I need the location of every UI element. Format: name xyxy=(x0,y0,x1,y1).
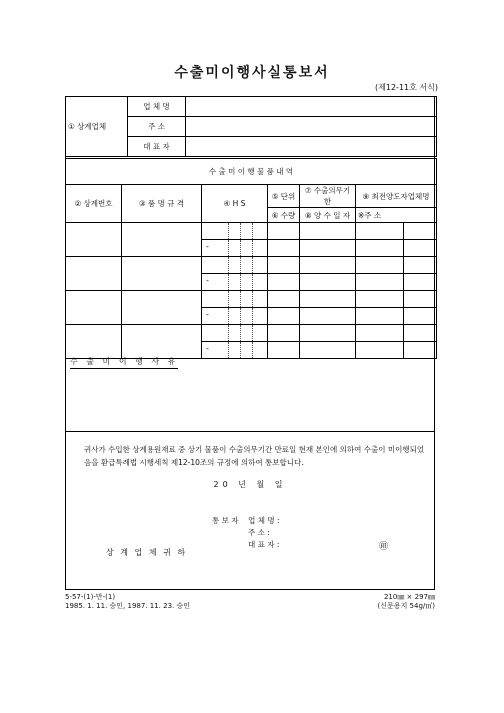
footer-paper: (신문용지 54g/㎡) xyxy=(377,602,435,610)
quantity-cell[interactable] xyxy=(268,342,300,359)
table-row xyxy=(66,257,437,274)
hs-cell[interactable] xyxy=(202,223,268,240)
notifier-name-label: 업 체 명 : xyxy=(248,516,280,525)
quantity-cell[interactable] xyxy=(268,308,300,325)
product-cell[interactable] xyxy=(122,325,202,359)
notifier-label: 통 보 자 xyxy=(212,516,239,525)
company-name-label: 업 체 명 xyxy=(128,97,186,117)
hs-cell[interactable] xyxy=(202,291,268,308)
table-row xyxy=(66,291,437,308)
hs-cell[interactable] xyxy=(202,342,268,359)
offset-no-cell[interactable] xyxy=(66,291,122,325)
dash: - xyxy=(206,242,209,251)
company-address-label: 주 소 xyxy=(128,117,186,137)
col-transferee-addr: ※주 소 xyxy=(356,208,437,223)
deadline-cell[interactable] xyxy=(300,291,356,308)
col-deadline: ⑦ 수출의무기한 xyxy=(300,185,356,208)
dash: - xyxy=(206,344,209,353)
form-title: 수출미이행사실통보서 xyxy=(174,65,330,81)
dash: - xyxy=(206,310,209,319)
offset-no-cell[interactable] xyxy=(66,325,122,359)
offset-no-cell[interactable] xyxy=(66,257,122,291)
company-rep-label: 대 표 자 xyxy=(128,137,186,157)
transferee-addr-cell[interactable] xyxy=(404,257,437,274)
col-unit: ⑤ 단위 xyxy=(268,185,300,208)
company-rep-field[interactable] xyxy=(186,137,437,157)
transferee-addr-cell[interactable] xyxy=(404,342,437,359)
transferee-cell[interactable] xyxy=(356,291,404,308)
company-name-field[interactable] xyxy=(186,97,437,117)
hs-cell[interactable] xyxy=(202,308,268,325)
transferee-addr-cell[interactable] xyxy=(404,223,437,240)
hs-cell[interactable] xyxy=(202,240,268,257)
form-frame xyxy=(65,96,435,590)
transferee-cell[interactable] xyxy=(356,325,404,342)
product-cell[interactable] xyxy=(122,291,202,325)
transferee-cell[interactable] xyxy=(356,342,404,359)
transferee-cell[interactable] xyxy=(356,274,404,291)
col-transferee: ⑨ 최전양도자업체명 xyxy=(356,185,437,208)
notifier-rep-label: 대 표 자 : xyxy=(248,540,280,549)
company-table xyxy=(65,96,437,157)
table-row xyxy=(66,223,437,240)
notice-text: 귀사가 수입한 상계용원재료 중 상기 물품이 수출의무기간 만료일 현재 본인에 의하여 수출이 미이행되었음을 환급특례법 시행세칙 제12-10조의 규정에 의하여 통보합니다. xyxy=(84,445,425,467)
hs-cell[interactable] xyxy=(202,257,268,274)
items-table xyxy=(65,158,437,359)
product-cell[interactable] xyxy=(122,223,202,257)
unit-cell[interactable] xyxy=(268,223,300,240)
unit-cell[interactable] xyxy=(268,325,300,342)
col-offset-no: ② 상계번호 xyxy=(66,185,122,223)
offset-no-cell[interactable] xyxy=(66,223,122,257)
transferee-cell[interactable] xyxy=(356,240,404,257)
hs-cell[interactable] xyxy=(202,274,268,291)
transferee-cell[interactable] xyxy=(356,308,404,325)
transferee-addr-cell[interactable] xyxy=(404,240,437,257)
divider xyxy=(66,431,434,432)
deadline-cell[interactable] xyxy=(300,257,356,274)
transfer-date-cell[interactable] xyxy=(300,240,356,257)
transfer-date-cell[interactable] xyxy=(300,342,356,359)
company-address-field[interactable] xyxy=(186,117,437,137)
col-transfer-date: ⑧ 양 수 일 자 xyxy=(300,208,356,223)
transfer-date-cell[interactable] xyxy=(300,308,356,325)
notifier-address-label: 주 소 : xyxy=(248,528,270,537)
col-product: ③ 품 명 규 격 xyxy=(122,185,202,223)
unit-cell[interactable] xyxy=(268,291,300,308)
reason-label: 수 출 미 이 행 사 유 xyxy=(70,356,178,369)
transferee-addr-cell[interactable] xyxy=(404,274,437,291)
deadline-cell[interactable] xyxy=(300,325,356,342)
table-row xyxy=(66,325,437,342)
col-hs: ④ H S xyxy=(202,185,268,223)
transferee-cell[interactable] xyxy=(356,257,404,274)
footer-approval: 1985. 1. 11. 승인, 1987. 11. 23. 승인 xyxy=(65,602,191,610)
transferee-addr-cell[interactable] xyxy=(404,291,437,308)
quantity-cell[interactable] xyxy=(268,274,300,291)
transferee-cell[interactable] xyxy=(356,223,404,240)
unit-cell[interactable] xyxy=(268,257,300,274)
footer-code: 5-57-(1)-만-(1) xyxy=(65,593,116,601)
date-line: 20 년 월 일 xyxy=(213,480,287,489)
dash: - xyxy=(206,276,209,285)
form-number: (제12-11호 서식) xyxy=(375,83,438,92)
transferee-addr-cell[interactable] xyxy=(404,325,437,342)
quantity-cell[interactable] xyxy=(268,240,300,257)
col-quantity: ⑥ 수량 xyxy=(268,208,300,223)
deadline-cell[interactable] xyxy=(300,223,356,240)
items-heading: 수 출 미 이 행 물 품 내 역 xyxy=(66,159,437,185)
seal-mark: ㊞ xyxy=(379,542,389,552)
transferee-addr-cell[interactable] xyxy=(404,308,437,325)
product-cell[interactable] xyxy=(122,257,202,291)
notifier-block xyxy=(212,515,279,551)
hs-cell[interactable] xyxy=(202,325,268,342)
addressee: 상 계 업 체 귀 하 xyxy=(106,548,188,557)
offset-company-label: ① 상계업체 xyxy=(66,97,128,157)
transfer-date-cell[interactable] xyxy=(300,274,356,291)
footer-size: 210㎜ × 297㎜ xyxy=(383,593,435,601)
